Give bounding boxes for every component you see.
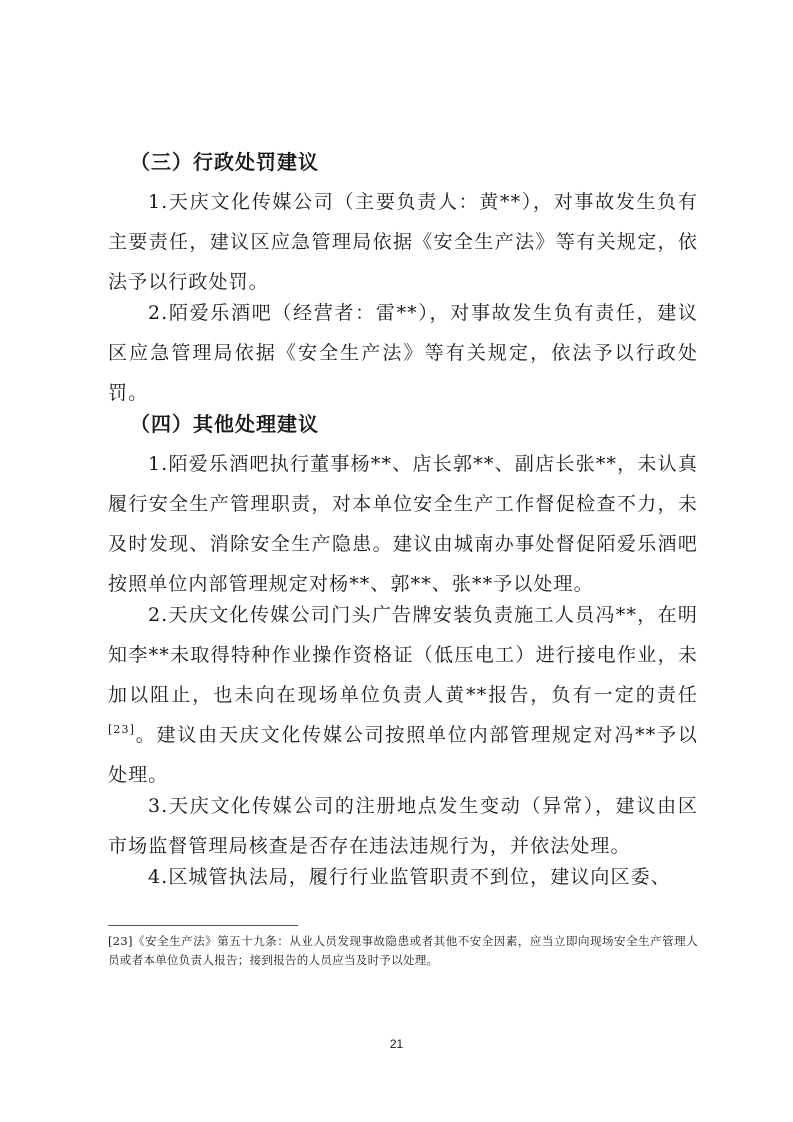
section-heading-4: （四）其他处理建议 (130, 412, 319, 436)
paragraph-penalty-1: 1.天庆文化传媒公司（主要负责人：黄**），对事故发生负有主要责任，建议区应急管理局依据《安全生产法》等有关规定，依法予以行政处罚。 (108, 191, 698, 293)
paragraph-other-2-text: 2.天庆文化传媒公司门头广告牌安装负责施工人员冯**，在明知李**未取得特种作业操作资格证（低压电工）进行接电作业，未加以阻止，也未向在现场单位负责人黄**报告，负有一定的责任 (108, 604, 698, 706)
page-number: 21 (389, 1037, 404, 1051)
paragraph-other-4: 4.区城管执法局，履行行业监管职责不到位，建议向区委、 (148, 866, 671, 888)
paragraph-other-2-text-cont: 。建议由天庆文化传媒公司按照单位内部管理规定对冯**予以处理。 (108, 724, 698, 786)
footnote: [23]《安全生产法》第五十九条：从业人员发现事故隐患或者其他不安全因素，应当立即向现场安全生产管理人员或者本单位负责人报告；接到报告的人员应当及时予以处理。 (108, 934, 698, 967)
footnote-ref: [23] (108, 723, 135, 736)
paragraph-other-2 (108, 595, 698, 795)
footnote-divider (108, 925, 298, 926)
paragraph-other-3: 3.天庆文化传媒公司的注册地点发生变动（异常），建议由区市场监督管理局核查是否存在违法违规行为，并依法处理。 (108, 795, 698, 857)
paragraph-penalty-2: 2.陌爱乐酒吧（经营者：雷**），对事故发生负有责任，建议区应急管理局依据《安全生产法》等有关规定，依法予以行政处罚。 (108, 302, 698, 404)
section-heading-3: （三）行政处罚建议 (130, 150, 319, 174)
paragraph-other-1: 1.陌爱乐酒吧执行董事杨**、店长郭**、副店长张**，未认真履行安全生产管理职责，对本单位安全生产工作督促检查不力，未及时发现、消除安全生产隐患。建议由城南办事处督促陌爱乐酒吧按照单位内部管理规定对杨**、郭**、张**予以处理。 (108, 453, 698, 595)
